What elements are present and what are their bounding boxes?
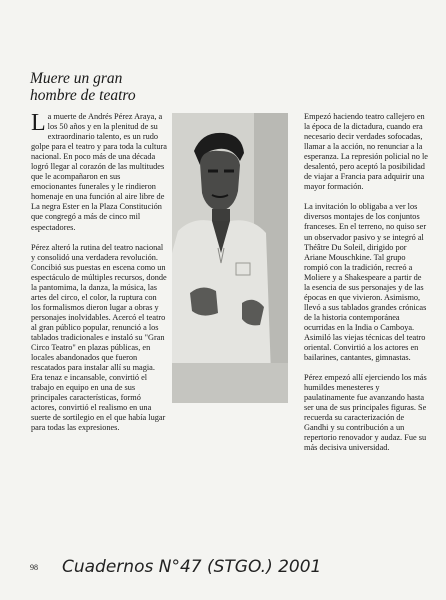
left-column <box>31 112 167 443</box>
handwritten-text: Cuadernos N°47 (STGO.) 2001 <box>62 557 322 577</box>
portrait-illustration <box>172 113 288 403</box>
handwritten-annotation <box>62 550 402 580</box>
title-line-1: Muere un gran <box>30 70 123 87</box>
right-paragraph-2: La invitación lo obligaba a ver los diversos montajes de los conjuntos franceses. En el terreno, no quiso ser un observador pasivo y se integró al Théâtre Du Soleil, dirigido por Ariane Mouschkine. Tal grupo rompió con la tradición, recreó a Moliere y a Shakespeare a partir de la esencia de sus personajes y de las épocas en que vivieron. Asimismo, llevó a sus tablados grandes crónicas de la historia contemporánea ocurridas en la India o Camboya. Asimiló las viejas técnicas del teatro oriental. Convirtió a los actores en bailarines, cantantes, gimnastas. <box>304 202 427 363</box>
title-line-2: hombre de teatro <box>30 87 136 104</box>
page-number: 98 <box>30 563 38 572</box>
portrait-photo <box>172 113 288 403</box>
article-title <box>30 70 180 104</box>
left-paragraph-2: Pérez alteró la rutina del teatro nacional y consolidó una verdadera revolución. Concibió sus puestas en escena como un espectáculo de múltiples recursos, donde la pantomima, la danza, la música, las artes del circo, el color, la ruptura con los formalismos dieron lugar a obras y personajes inolvidables. Acercó el teatro al gran público popular, renunció a los tablados tradicionales e instaló su "Gran Circo Teatro" en plazas públicas, en locales abandonados que fueron rescatados para instalar allí su magia. Era tenaz e incansable, convirtió el trabajo en equipo en una de sus principales características, formó actores, convirtió el realismo en una suerte de sortilegio en el que había lugar para todas las expresiones. <box>31 242 167 433</box>
right-paragraph-3: Pérez empezó allí ejerciendo los más humildes menesteres y paulatinamente fue avanzando hasta ser una de sus principales figuras. Se recuerda su caracterización de Gandhi y su contribución a un repertorio renovador y audaz. Fue su más decisiva universidad. <box>304 373 427 453</box>
left-paragraph-1 <box>31 112 167 233</box>
right-column <box>304 112 429 464</box>
drop-cap: L <box>31 110 46 136</box>
right-paragraph-1: Empezó haciendo teatro callejero en la época de la dictadura, cuando era necesario decir verdades sofocadas, llamar a la acción, no renunciar a la esperanza. La represión policial no le desalentó, pero aceptó la posibilidad de viajar a Francia para adquirir una mayor formación. <box>304 112 428 192</box>
left-paragraph-1-text: a muerte de Andrés Pérez Araya, a los 50 años y en la plenitud de su extraordinario talento, es un rudo golpe para el teatro y para toda la cultura nacional. En poco más de una década logró llegar al corazón de las multitudes que le acompañaron en sus emocionantes funerales y le rindieron homenaje en una función al aire libre de La negra Ester en la Plaza Constitución que congregó a más de cinco mil espectadores. <box>31 112 167 232</box>
